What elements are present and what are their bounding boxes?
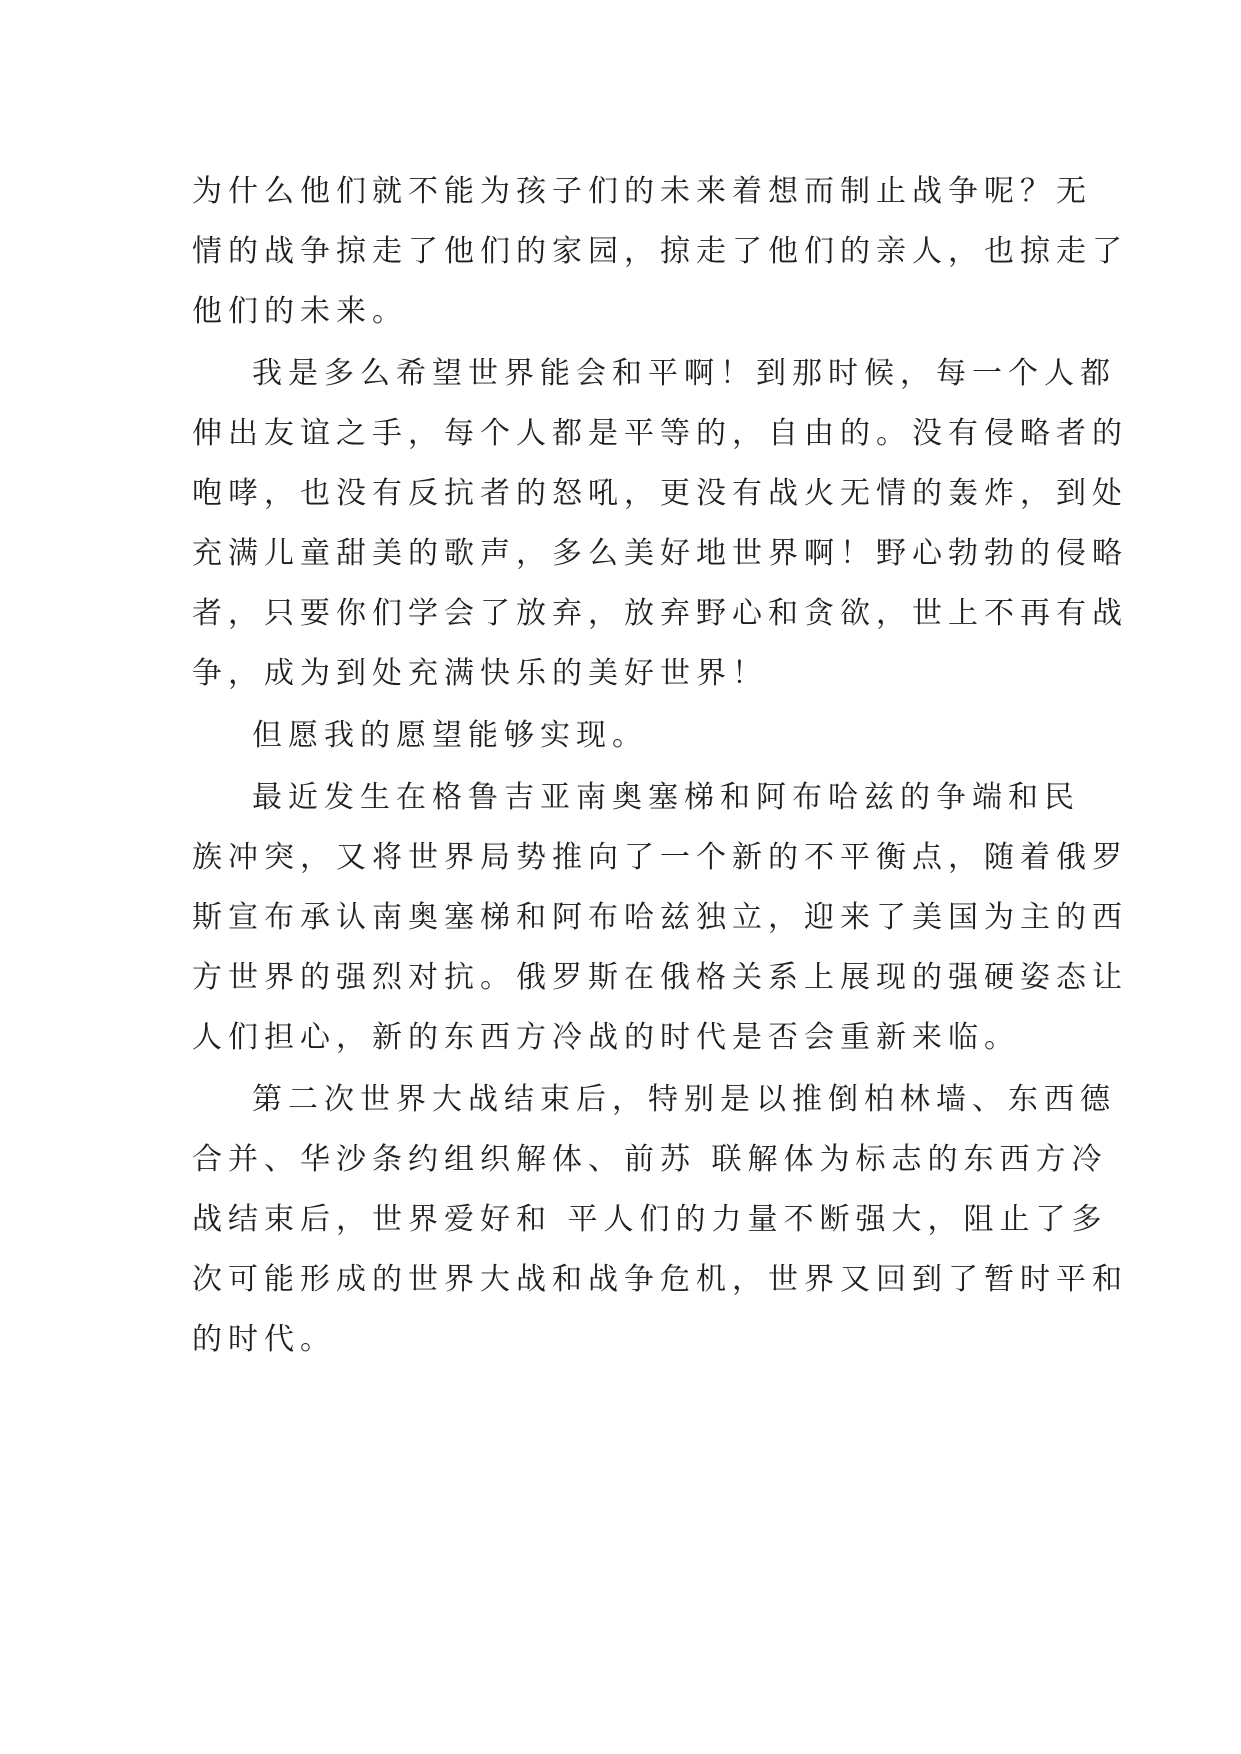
text-line: 第二次世界大战结束后，特别是以推倒柏林墙、东西德 xyxy=(252,1082,1116,1117)
text-line: 人们担心，新的东西方冷战的时代是否会重新来临。 xyxy=(192,1020,1020,1055)
paragraph xyxy=(192,344,1128,704)
text-line: 合并、华沙条约组织解体、前苏 联解体为标志的东西方冷 xyxy=(192,1142,1108,1177)
text-line: 争，成为到处充满快乐的美好世界！ xyxy=(192,656,768,691)
text-line: 充满儿童甜美的歌声，多么美好地世界啊！野心勃勃的侵略 xyxy=(192,536,1128,571)
text-line: 情的战争掠走了他们的家园，掠走了他们的亲人，也掠走了 xyxy=(192,234,1128,269)
paragraph xyxy=(192,706,1056,766)
paragraph xyxy=(192,768,1128,1068)
text-line: 为什么他们就不能为孩子们的未来着想而制止战争呢？无 xyxy=(192,174,1092,209)
text-line: 战结束后，世界爱好和 平人们的力量不断强大，阻止了多 xyxy=(192,1202,1108,1237)
text-line: 方世界的强烈对抗。俄罗斯在俄格关系上展现的强硬姿态让 xyxy=(192,960,1128,995)
paragraph xyxy=(192,162,1128,342)
text-line: 他们的未来。 xyxy=(192,294,408,329)
text-line: 伸出友谊之手，每个人都是平等的，自由的。没有侵略者的 xyxy=(192,416,1128,451)
paragraph xyxy=(192,1070,1128,1370)
text-line: 我是多么希望世界能会和平啊！到那时候，每一个人都 xyxy=(252,356,1116,391)
text-line: 但愿我的愿望能够实现。 xyxy=(252,718,648,753)
text-line: 斯宣布承认南奥塞梯和阿布哈兹独立，迎来了美国为主的西 xyxy=(192,900,1128,935)
text-line: 次可能形成的世界大战和战争危机，世界又回到了暂时平和 xyxy=(192,1262,1128,1297)
text-line: 者，只要你们学会了放弃，放弃野心和贪欲，世上不再有战 xyxy=(192,596,1128,631)
text-line: 咆哮，也没有反抗者的怒吼，更没有战火无情的轰炸，到处 xyxy=(192,476,1128,511)
document-body xyxy=(192,162,1128,1370)
text-line: 的时代。 xyxy=(192,1322,336,1357)
text-line: 最近发生在格鲁吉亚南奥塞梯和阿布哈兹的争端和民 xyxy=(252,780,1080,815)
text-line: 族冲突，又将世界局势推向了一个新的不平衡点，随着俄罗 xyxy=(192,840,1128,875)
